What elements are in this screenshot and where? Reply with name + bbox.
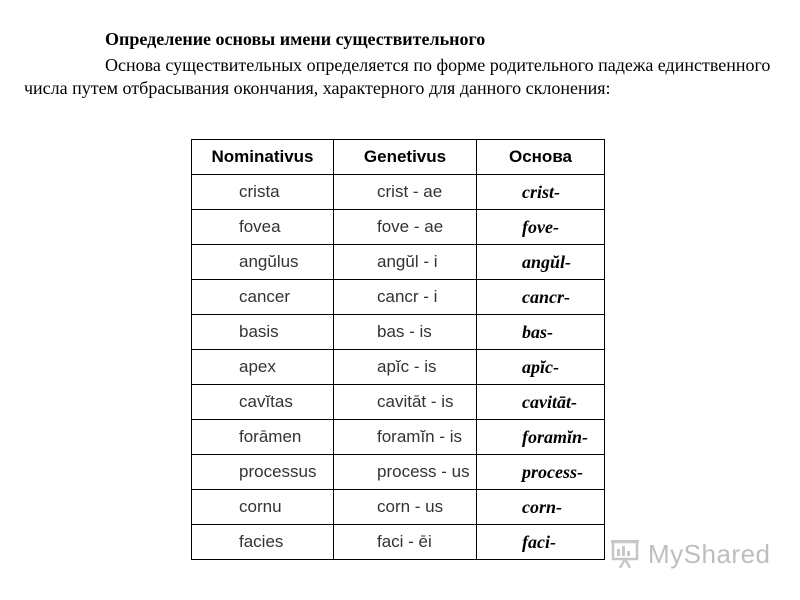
header-stem: Основа <box>477 140 605 175</box>
genetivus-cell: bas - is <box>334 315 477 350</box>
stem-cell: angŭl- <box>477 245 605 280</box>
stem-cell: corn- <box>477 490 605 525</box>
intro-text: Основа существительных определяется по форме родительного падежа единственного числа путем отбрасывания окончания, характерного для данного склонения: <box>24 55 771 98</box>
myshared-watermark <box>610 537 771 571</box>
presentation-board-icon <box>610 539 642 569</box>
genetivus-cell: cancr - i <box>334 280 477 315</box>
table-row <box>192 455 605 490</box>
stem-cell: process- <box>477 455 605 490</box>
genetivus-cell: corn - us <box>334 490 477 525</box>
declension-stem-table <box>191 139 605 560</box>
genetivus-cell: fove - ae <box>334 210 477 245</box>
stem-cell: crist- <box>477 175 605 210</box>
genetivus-cell: cavitāt - is <box>334 385 477 420</box>
stem-cell: apĭc- <box>477 350 605 385</box>
table-row <box>192 525 605 560</box>
table-header-row <box>192 140 605 175</box>
watermark-text: MyShared <box>648 538 771 569</box>
nominativus-cell: basis <box>192 315 334 350</box>
nominativus-cell: crista <box>192 175 334 210</box>
stem-cell: cancr- <box>477 280 605 315</box>
nominativus-cell: fovea <box>192 210 334 245</box>
table-row <box>192 490 605 525</box>
header-genetivus: Genetivus <box>334 140 477 175</box>
stem-cell: cavitāt- <box>477 385 605 420</box>
genetivus-cell: faci - ēi <box>334 525 477 560</box>
stem-cell: faci- <box>477 525 605 560</box>
table-row <box>192 175 605 210</box>
genetivus-cell: apĭc - is <box>334 350 477 385</box>
nominativus-cell: cornu <box>192 490 334 525</box>
genetivus-cell: crist - ae <box>334 175 477 210</box>
genetivus-cell: angŭl - i <box>334 245 477 280</box>
genetivus-cell: foramĭn - is <box>334 420 477 455</box>
stem-cell: bas- <box>477 315 605 350</box>
nominativus-cell: processus <box>192 455 334 490</box>
table-row <box>192 245 605 280</box>
stem-cell: foramĭn- <box>477 420 605 455</box>
genetivus-cell: process - us <box>334 455 477 490</box>
nominativus-cell: cancer <box>192 280 334 315</box>
header-nominativus: Nominativus <box>192 140 334 175</box>
table-row <box>192 385 605 420</box>
table-row <box>192 350 605 385</box>
nominativus-cell: cavĭtas <box>192 385 334 420</box>
table-row <box>192 210 605 245</box>
nominativus-cell: apex <box>192 350 334 385</box>
page-title: Определение основы имени существительного <box>105 29 486 49</box>
intro-paragraph <box>24 54 794 100</box>
table-row <box>192 420 605 455</box>
nominativus-cell: angŭlus <box>192 245 334 280</box>
nominativus-cell: forāmen <box>192 420 334 455</box>
table-row <box>192 315 605 350</box>
nominativus-cell: facies <box>192 525 334 560</box>
table-row <box>192 280 605 315</box>
stem-cell: fove- <box>477 210 605 245</box>
